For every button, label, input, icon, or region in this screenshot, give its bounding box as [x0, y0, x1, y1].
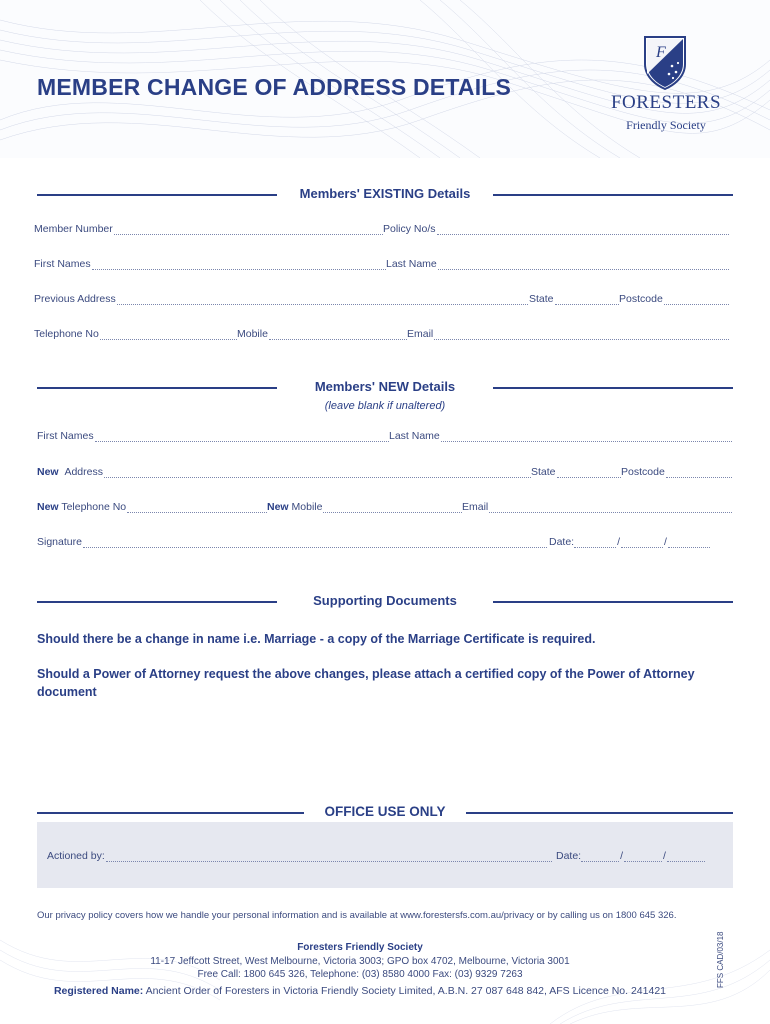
svg-text:F: F [656, 44, 666, 61]
existing-telephone-label: Telephone No [34, 328, 99, 340]
new-details-title: Members' NEW Details [314, 379, 456, 394]
existing-last-name-label: Last Name [386, 258, 437, 270]
signature-label: Signature [37, 536, 82, 548]
shield-icon [642, 34, 688, 90]
new-first-names-field[interactable] [37, 428, 389, 442]
existing-telephone-field[interactable] [34, 326, 237, 340]
office-date-field[interactable]: Date: / / [556, 848, 726, 862]
new-last-name-label: Last Name [389, 430, 440, 442]
existing-last-name-field[interactable] [386, 256, 729, 270]
form-code: FFS CAD/03/18 [716, 931, 725, 988]
signature-field[interactable] [37, 534, 547, 548]
office-use-box [37, 822, 733, 888]
existing-first-names-field[interactable] [34, 256, 386, 270]
member-number-field[interactable] [34, 221, 383, 235]
existing-state-label: State [529, 293, 554, 305]
new-postcode-field[interactable] [621, 464, 732, 478]
previous-address-label: Previous Address [34, 293, 116, 305]
supporting-note-attorney: Should a Power of Attorney request the above changes, please attach a certified copy of the Power of Attorney document [37, 667, 695, 699]
new-state-label: State [531, 466, 556, 478]
office-use-title: OFFICE USE ONLY [324, 804, 446, 819]
supporting-docs-title: Supporting Documents [313, 593, 457, 608]
heading-rule-right [466, 812, 733, 814]
signature-date-label: Date: [549, 536, 575, 548]
heading-rule-right [493, 601, 733, 603]
existing-postcode-field[interactable] [619, 291, 729, 305]
existing-row-contact [34, 326, 733, 342]
existing-row-address [34, 291, 733, 307]
heading-rule-right [493, 194, 733, 196]
page-title: MEMBER CHANGE OF ADDRESS DETAILS [37, 74, 512, 100]
new-mobile-field[interactable] [267, 499, 462, 513]
policy-number-label: Policy No/s [383, 223, 436, 235]
footer-contact: Free Call: 1800 645 326, Telephone: (03) 8580 4000 Fax: (03) 9329 7263 [197, 969, 523, 980]
new-email-field[interactable] [462, 499, 732, 513]
new-address-label: New Address [37, 466, 103, 478]
new-row-signature [37, 534, 733, 550]
new-row-names [37, 428, 733, 444]
new-mobile-label: New Mobile [267, 501, 323, 513]
existing-details-title: Members' EXISTING Details [299, 186, 471, 201]
new-telephone-field[interactable] [37, 499, 267, 513]
signature-date-field[interactable]: Date: / / [549, 534, 733, 548]
existing-row-names [34, 256, 733, 272]
existing-email-label: Email [407, 328, 434, 340]
new-address-field[interactable] [37, 464, 531, 478]
existing-mobile-field[interactable] [237, 326, 407, 340]
logo-subtitle: Friendly Society [626, 118, 706, 132]
supporting-docs-heading [37, 592, 733, 612]
foresters-logo [596, 34, 736, 136]
new-row-address [37, 464, 733, 480]
new-telephone-label: New Telephone No [37, 501, 127, 513]
registered-name-label: Registered Name: [53, 985, 144, 997]
footer-address: 11-17 Jeffcott Street, West Melbourne, Victoria 3003; GPO box 4702, Melbourne, Victoria 3001 [150, 956, 570, 967]
existing-row-member [34, 221, 733, 237]
new-row-contact [37, 499, 733, 515]
logo-name: FORESTERS [610, 92, 722, 113]
new-first-names-label: First Names [37, 430, 94, 442]
existing-email-field[interactable] [407, 326, 729, 340]
policy-number-field[interactable] [383, 221, 729, 235]
footer-registered [40, 985, 680, 997]
existing-details-heading [37, 185, 733, 205]
existing-first-names-label: First Names [34, 258, 91, 270]
registered-name-text: Ancient Order of Foresters in Victoria Friendly Society Limited, A.B.N. 27 087 648 842, AFS Licence No. 241421 [145, 985, 667, 997]
footer-org-name: Foresters Friendly Society [297, 942, 423, 953]
heading-rule-right [493, 387, 733, 389]
previous-address-field[interactable] [34, 291, 528, 305]
existing-state-field[interactable] [529, 291, 619, 305]
new-last-name-field[interactable] [389, 428, 732, 442]
actioned-by-field[interactable] [47, 848, 552, 862]
office-use-heading [37, 803, 733, 823]
privacy-notice: Our privacy policy covers how we handle your personal information and is available at www.forestersfs.com.au/privacy or by calling us on 1800 645 326. [37, 910, 677, 921]
existing-mobile-label: Mobile [237, 328, 268, 340]
new-details-heading [37, 378, 733, 398]
actioned-by-label: Actioned by: [47, 850, 105, 862]
office-row [47, 848, 713, 864]
office-date-label: Date: [556, 850, 582, 862]
new-details-subtitle: (leave blank if unaltered) [324, 400, 446, 412]
new-email-label: Email [462, 501, 489, 513]
new-postcode-label: Postcode [621, 466, 665, 478]
member-number-label: Member Number [34, 223, 113, 235]
new-state-field[interactable] [531, 464, 621, 478]
supporting-note-marriage: Should there be a change in name i.e. Marriage - a copy of the Marriage Certificate is required. [37, 632, 596, 646]
existing-postcode-label: Postcode [619, 293, 663, 305]
